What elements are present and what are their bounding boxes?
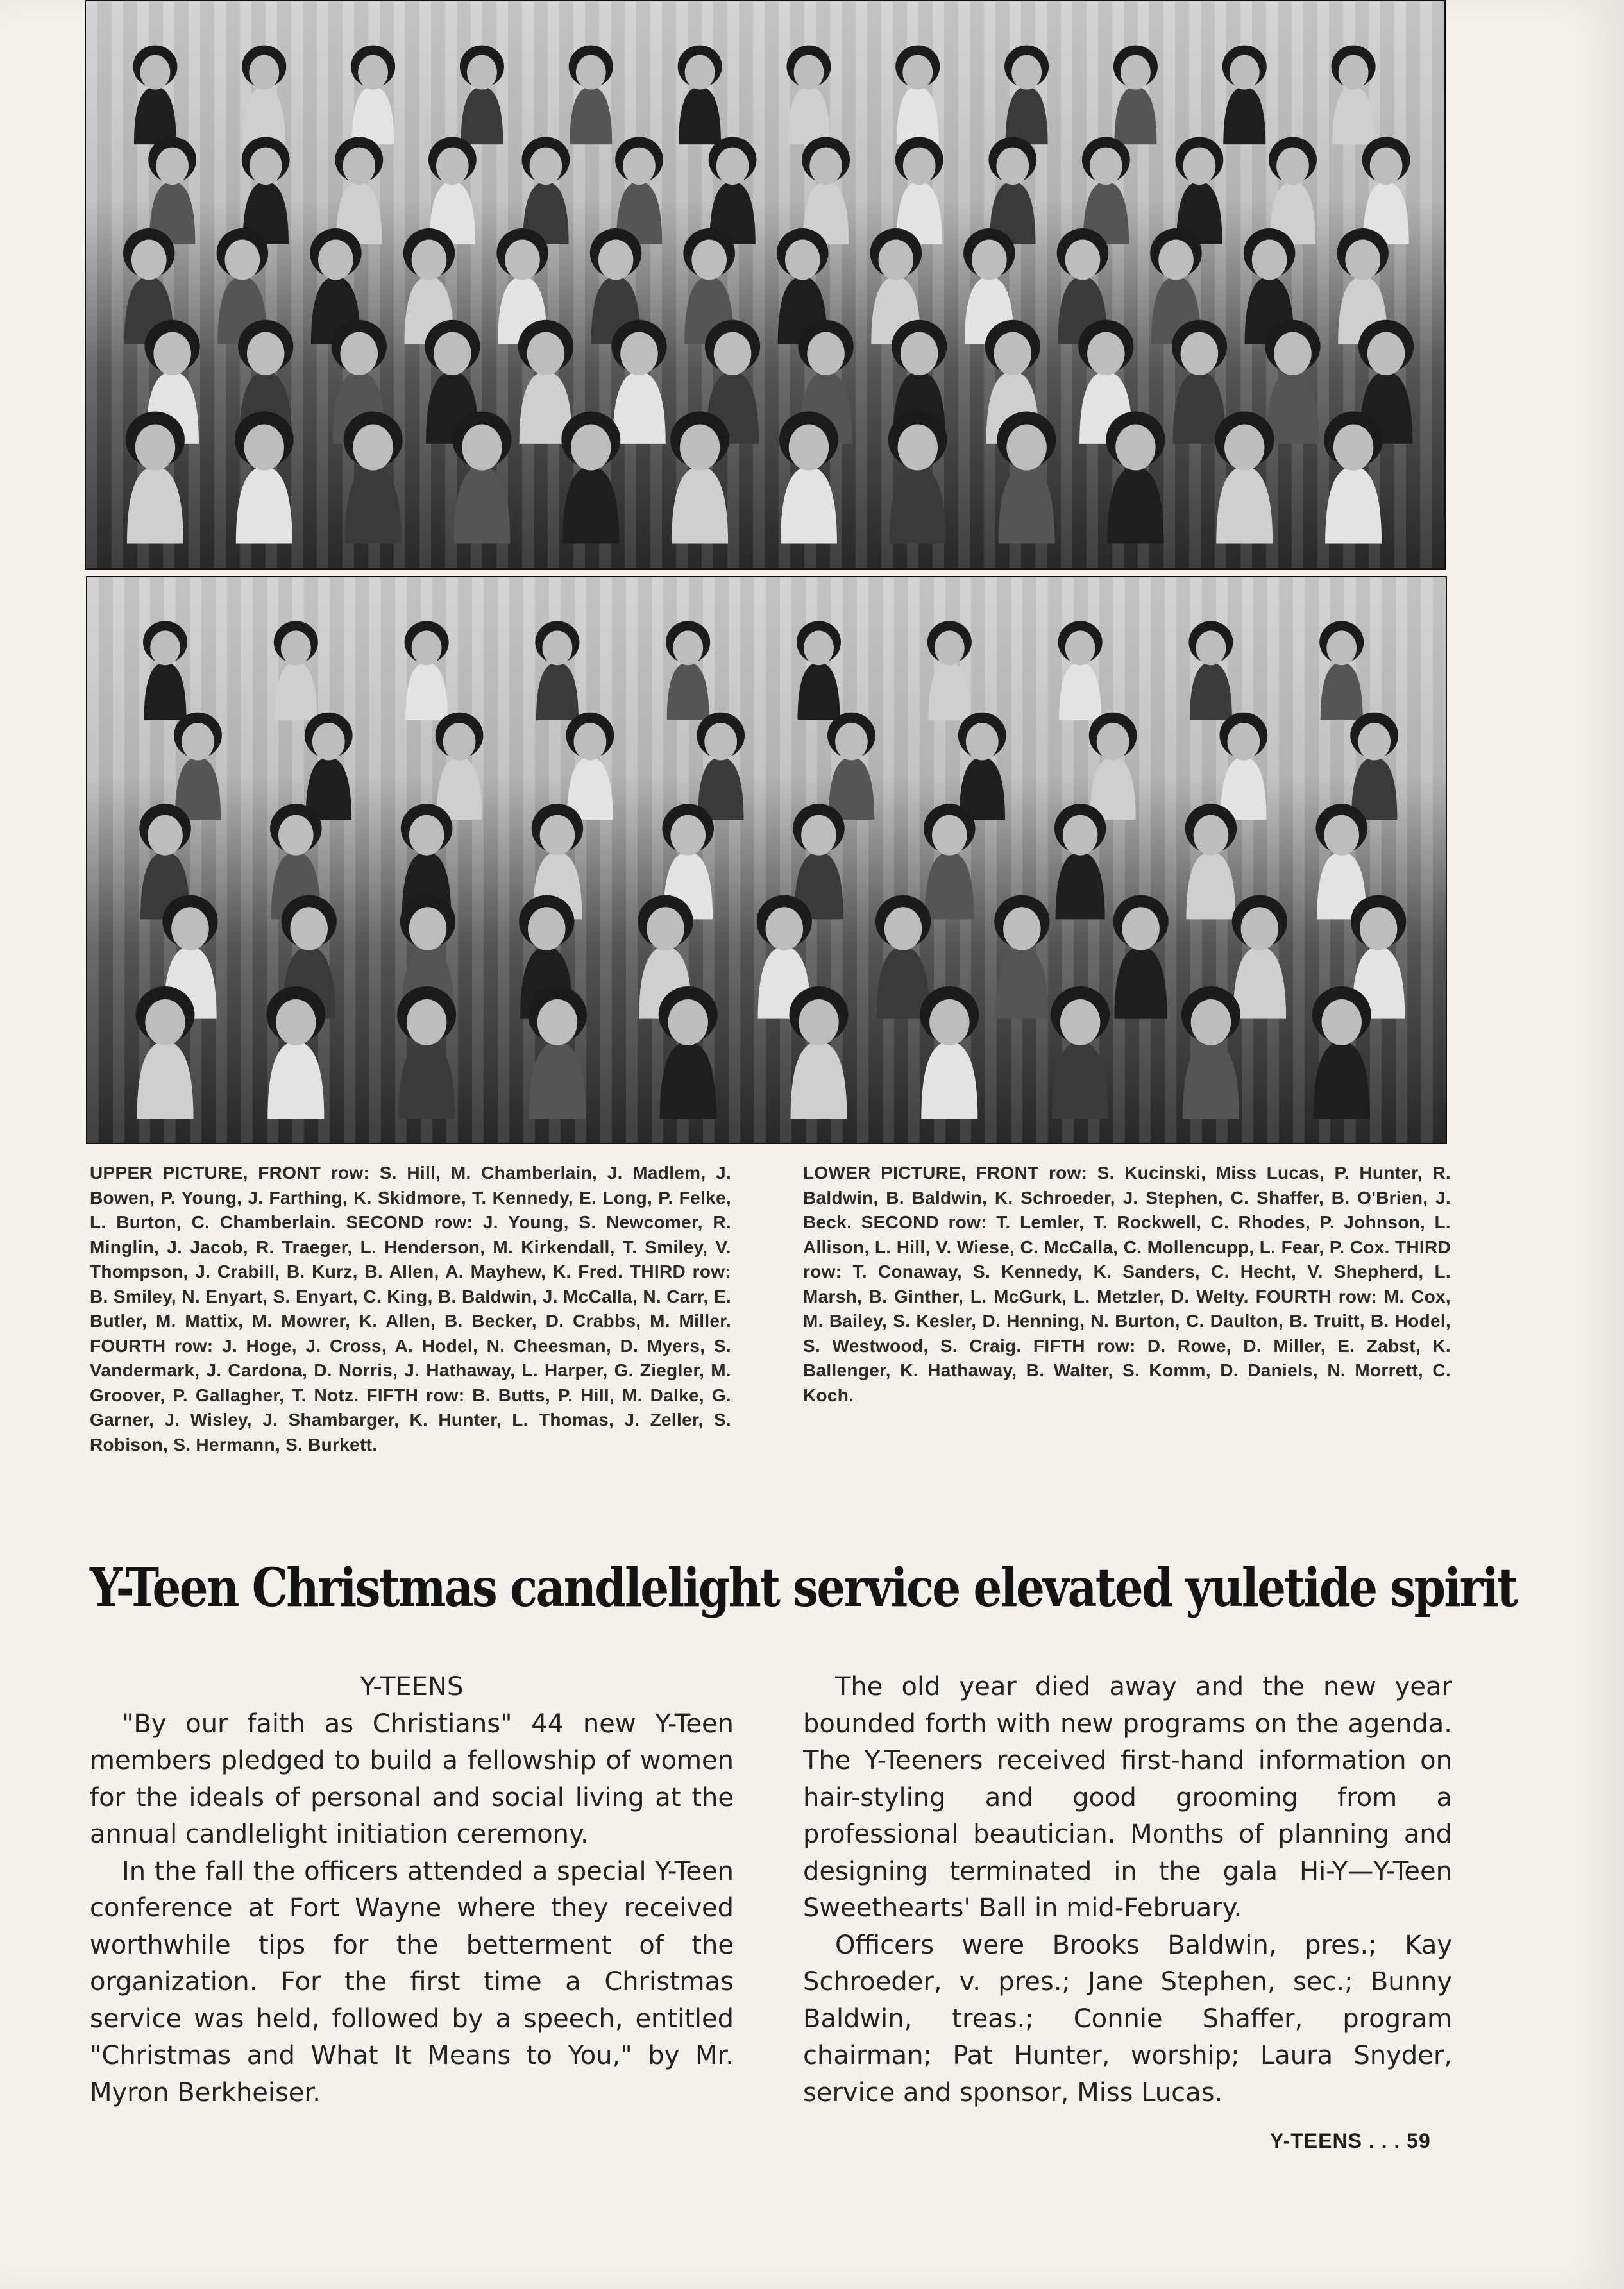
person-figure bbox=[522, 137, 570, 244]
lower-group-photo bbox=[86, 576, 1447, 1144]
person-figure bbox=[1058, 621, 1103, 720]
person-figure bbox=[927, 621, 972, 720]
person-figure bbox=[994, 895, 1049, 1019]
person-figure bbox=[274, 621, 318, 720]
person-figure bbox=[670, 412, 729, 544]
person-figure bbox=[566, 713, 614, 820]
person-figure bbox=[518, 320, 573, 444]
person-figure bbox=[924, 804, 976, 919]
person-figure bbox=[666, 621, 710, 720]
person-figure bbox=[786, 46, 831, 145]
person-figure bbox=[1324, 412, 1383, 544]
person-figure bbox=[1113, 895, 1168, 1019]
person-figure bbox=[1004, 46, 1049, 145]
article-headline: Y-Teen Christmas candlelight service elevated yuletide spirit bbox=[90, 1557, 1517, 1619]
upper-group-photo bbox=[85, 0, 1446, 570]
person-figure bbox=[1332, 46, 1376, 145]
person-figure bbox=[802, 137, 850, 244]
person-figure bbox=[895, 46, 940, 145]
page-folio: Y-TEENS . . . 59 bbox=[1270, 2129, 1431, 2152]
person-figure bbox=[460, 46, 504, 145]
article-right-column bbox=[803, 1669, 1452, 2111]
person-figure bbox=[1215, 412, 1274, 544]
person-figure bbox=[148, 137, 196, 244]
person-figure bbox=[1312, 986, 1371, 1119]
person-figure bbox=[305, 713, 353, 820]
person-figure bbox=[1350, 713, 1398, 820]
person-figure bbox=[351, 46, 395, 145]
person-figure bbox=[1188, 621, 1233, 720]
person-figure bbox=[397, 986, 456, 1119]
person-figure bbox=[1222, 46, 1267, 145]
person-figure bbox=[790, 986, 849, 1119]
person-figure bbox=[611, 320, 666, 444]
upper-photo-figures bbox=[86, 1, 1444, 568]
person-figure bbox=[997, 412, 1056, 544]
person-figure bbox=[561, 412, 620, 544]
person-figure bbox=[1181, 986, 1240, 1119]
person-figure bbox=[797, 621, 841, 720]
person-figure bbox=[659, 986, 718, 1119]
person-figure bbox=[535, 621, 579, 720]
person-figure bbox=[1219, 713, 1267, 820]
person-figure bbox=[242, 137, 290, 244]
person-figure bbox=[920, 986, 979, 1119]
lower-photo-caption: LOWER PICTURE, FRONT row: S. Kucinski, Miss Lucas, P. Hunter, R. Baldwin, B. Baldwin, K. Schroeder, J. Stephen, C. Shaffer, B. O'Brien, J. Beck. SECOND row: T. Lemler, T. Rockwell, C. Rhodes, P. Johnson, L. Allison, L. Hill, V. Wiese, C. McCalla, C. Mollencupp, L. Fear, P. Cox. THIRD row: T. Conaway, S. Kennedy, K. Sanders, C. Hecht, V. Shepherd, L. Marsh, B. Ginther, L. McGurk, L. Metzler, D. Welty. FOURTH row: M. Cox, M. Bailey, S. Kesler, D. Henning, N. Burton, C. Daulton, B. Truitt, B. Hodel, S. Westwood, S. Craig. FIFTH row: D. Rowe, D. Miller, E. Zabst, K. Ballenger, K. Hathaway, B. Walter, S. Komm, D. Daniels, N. Morrett, C. Koch. bbox=[803, 1163, 1451, 1405]
person-figure bbox=[143, 621, 187, 720]
person-figure bbox=[569, 46, 613, 145]
person-figure bbox=[779, 412, 838, 544]
person-figure bbox=[1185, 804, 1237, 919]
person-figure bbox=[615, 137, 663, 244]
section-label: Y-TEENS bbox=[360, 1672, 464, 1702]
person-figure bbox=[136, 986, 195, 1119]
person-figure bbox=[958, 713, 1006, 820]
article-paragraph: The old year died away and the new year bounded forth with new programs on the agenda. The Y-Teeners received first-hand information on hair-styling and good grooming from a professional beautician. Months of planning and designing terminated in the gala Hi-Y—Y-Teen Sweethearts' Ball in mid-February. bbox=[803, 1672, 1452, 1923]
person-figure bbox=[1232, 895, 1287, 1019]
person-figure bbox=[528, 986, 587, 1119]
person-figure bbox=[428, 137, 477, 244]
person-figure bbox=[1113, 46, 1158, 145]
person-figure bbox=[1054, 804, 1106, 919]
lower-photo-figures bbox=[87, 577, 1446, 1143]
person-figure bbox=[174, 713, 222, 820]
article-left-column bbox=[90, 1669, 734, 2111]
person-figure bbox=[452, 412, 511, 544]
article-paragraph: In the fall the officers attended a special Y-Teen conference at Fort Wayne where they received worthwhile tips for the betterment of the organization. For the first time a Christmas service was held, followed by a speech, entitled "Christmas and What It Means to You," by Mr. Myron Berkheiser. bbox=[90, 1856, 734, 2107]
upper-photo-caption: UPPER PICTURE, FRONT row: S. Hill, M. Chamberlain, J. Madlem, J. Bowen, P. Young, J. Farthing, K. Skidmore, T. Kennedy, E. Long, P. Felke, L. Burton, C. Chamberlain. SECOND row: J. Young, S. Newcomer, R. Minglin, J. Jacob, R. Traeger, L. Henderson, M. Kirkendall, T. Smiley, V. Thompson, J. Crabill, B. Kurz, B. Allen, A. Mayhew, K. Fred. THIRD row: B. Smiley, N. Enyart, S. Enyart, C. King, B. Baldwin, J. McCalla, N. Carr, E. Butler, M. Mattix, M. Mowrer, K. Allen, B. Becker, D. Crabbs, M. Miller. FOURTH row: J. Hoge, J. Cross, A. Hodel, N. Cheesman, D. Myers, S. Vandermark, J. Cardona, D. Norris, J. Hathaway, L. Harper, G. Ziegler, M. Groover, P. Gallagher, T. Notz. FIFTH row: B. Butts, P. Hill, M. Dalke, G. Garner, J. Wisley, J. Shambarger, K. Hunter, L. Thomas, J. Zeller, S. Robison, S. Hermann, S. Burkett. bbox=[90, 1163, 731, 1455]
person-figure bbox=[888, 412, 947, 544]
person-figure bbox=[1106, 412, 1165, 544]
person-figure bbox=[335, 137, 383, 244]
person-figure bbox=[126, 412, 185, 544]
person-figure bbox=[697, 713, 745, 820]
article-paragraph: "By our faith as Christians" 44 new Y-Teen members pledged to build a fellowship of women for the ideals of personal and social living at the annual candlelight initiation ceremony. bbox=[90, 1709, 734, 1849]
person-figure bbox=[1362, 137, 1410, 244]
person-figure bbox=[1176, 137, 1224, 244]
person-figure bbox=[1269, 137, 1317, 244]
person-figure bbox=[1319, 621, 1364, 720]
person-figure bbox=[678, 46, 722, 145]
person-figure bbox=[133, 46, 177, 145]
article-paragraph: Officers were Brooks Baldwin, pres.; Kay Schroeder, v. pres.; Jane Stephen, sec.; Bunny Baldwin, treas.; Connie Shaffer, program chairman; Pat Hunter, worship; Laura Snyder, service and sponsor, Miss Lucas. bbox=[803, 1930, 1452, 2107]
person-figure bbox=[235, 412, 294, 544]
person-figure bbox=[1051, 986, 1110, 1119]
person-figure bbox=[1315, 804, 1367, 919]
person-figure bbox=[1172, 320, 1227, 444]
person-figure bbox=[242, 46, 286, 145]
person-figure bbox=[895, 137, 943, 244]
person-figure bbox=[988, 137, 1036, 244]
person-figure bbox=[709, 137, 757, 244]
person-figure bbox=[827, 713, 875, 820]
person-figure bbox=[436, 713, 484, 820]
person-figure bbox=[875, 895, 931, 1019]
person-figure bbox=[344, 412, 403, 544]
person-figure bbox=[1082, 137, 1130, 244]
person-figure bbox=[405, 621, 449, 720]
person-figure bbox=[266, 986, 325, 1119]
person-figure bbox=[1265, 320, 1320, 444]
person-figure bbox=[1089, 713, 1137, 820]
